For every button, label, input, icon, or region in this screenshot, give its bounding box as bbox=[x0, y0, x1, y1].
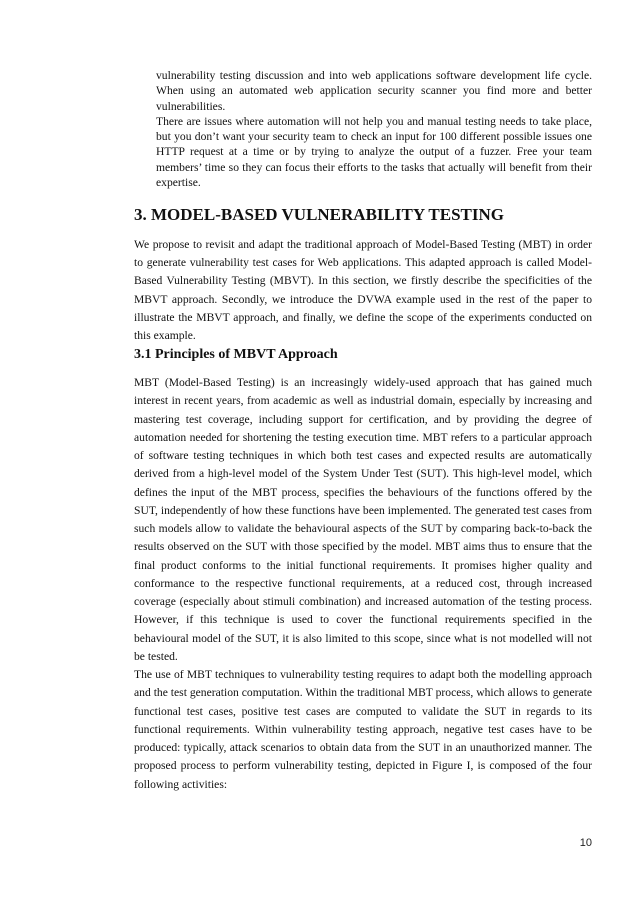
section-3-intro: We propose to revisit and adapt the traditional approach of Model-Based Testing (MBT) in order to generate vulnerability test cases for Web applications. This adapted approach is called Model-Based Vulnerability Testing (MBVT). In this section, we firstly describe the specificities of the MBVT approach. Secondly, we introduce the DVWA example used in the rest of the paper to illustrate the MBVT approach, and finally, we define the scope of the experiments conducted on this example. bbox=[134, 238, 592, 343]
continued-text bbox=[156, 68, 592, 190]
section-3-heading: 3. MODEL-BASED VULNERABILITY TESTING bbox=[134, 205, 504, 224]
continued-paragraph-2: There are issues where automation will not help you and manual testing needs to take place, but you don’t want your security team to check an input for 100 different possible issues one HTTP request at a time or by trying to analyze the output of a fuzzer. Free your team members’ time so they can focus their efforts to the tasks that actually will benefit from their expertise. bbox=[156, 114, 592, 190]
section-3-1-heading: 3.1 Principles of MBVT Approach bbox=[134, 347, 338, 362]
continued-paragraph-1: vulnerability testing discussion and into web applications software development life cycle. When using an automated web application security scanner you find more and better vulnerabilities. bbox=[156, 69, 592, 113]
section-3-1-paragraph-1: MBT (Model-Based Testing) is an increasingly widely-used approach that has gained much interest in recent years, from academic as well as industrial domain, especially by increasing and mastering test coverage, including support for certification, and by providing the degree of automation needed for shortening the testing execution time. MBT refers to a particular approach of software testing techniques in which both test cases and expected results are automatically derived from a high-level model of the System Under Test (SUT). This high-level model, which defines the input of the MBT process, specifies the behaviours of the functions offered by the SUT, independently of how these functions have been implemented. The generated test cases from such models allow to validate the behavioural aspects of the SUT by comparing back-to-back the results observed on the SUT with those specified by the model. MBT aims thus to ensure that the final product conforms to the initial functional requirements. It promises higher quality and conformance to the respective functional requirements, at a reduced cost, through increased coverage (especially about stimuli combination) and increased automation of the testing process. However, if this technique is used to cover the functional requirements specified in the behavioural model of the SUT, it is also limited to this scope, since what is not modelled will not be tested. bbox=[134, 376, 592, 663]
section-3-1-paragraph-2: The use of MBT techniques to vulnerability testing requires to adapt both the modelling approach and the test generation computation. Within the traditional MBT process, which allows to generate functional test cases, positive test cases are computed to validate the SUT in regards to its functional requirements. Within vulnerability testing approach, negative test cases have to be produced: typically, attack scenarios to obtain data from the SUT in an unauthorized manner. The proposed process to perform vulnerability testing, depicted in Figure I, is composed of the four following activities: bbox=[134, 668, 592, 791]
section-3-1-body bbox=[134, 374, 592, 794]
page-number: 10 bbox=[579, 837, 592, 849]
